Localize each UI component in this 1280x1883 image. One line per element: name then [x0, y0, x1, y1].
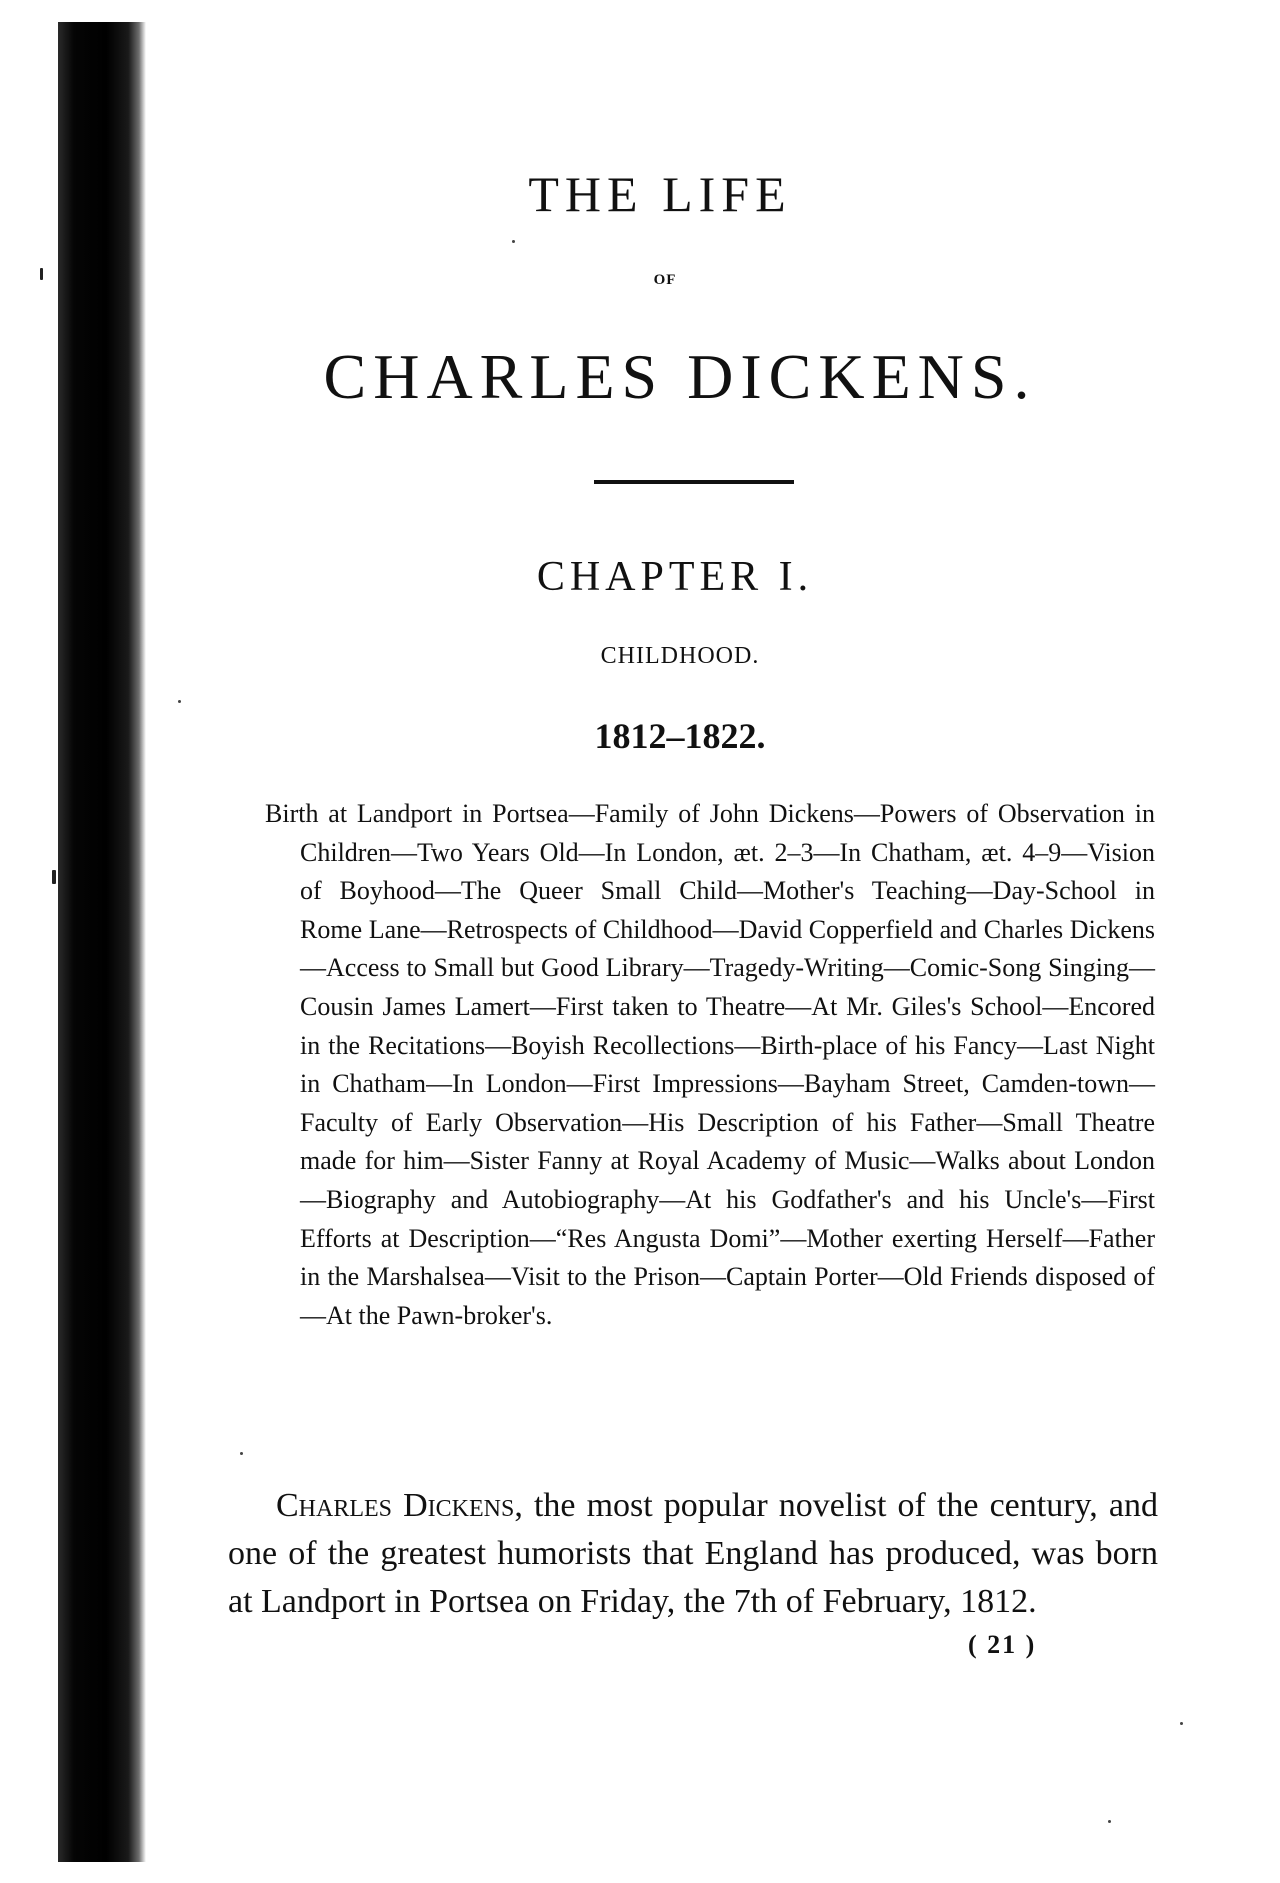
chapter-subtitle: CHILDHOOD.	[600, 643, 760, 669]
book-title-of: OF	[653, 272, 677, 288]
chapter-synopsis: Birth at Landport in Portsea—Family of John Dickens—Powers of Observation in Children—Two Years Old—In London, æt. 2–3—In Chatham, æt. 4–9—Vision of Boyhood—The Queer Small Child—Mother's Teaching—Day-School in Rome Lane—Retrospects of Childhood—David Copperfield and Charles Dickens—Access to Small but Good Library—Tragedy-Writing—Comic-Song Singing—Cousin James Lamert—First taken to Theatre—At Mr. Giles's School—Encored in the Recitations—Boyish Recollections—Birth-place of his Fancy—Last Night in Chatham—In London—First Impressions—Bayham Street, Camden-town—Faculty of Early Observation—His Description of his Father—Small Theatre made for him—Sister Fanny at Royal Academy of Music—Walks about London—Biography and Autobiography—At his Godfather's and his Uncle's—First Efforts at Description—“Res Angusta Domi”—Mother exerting Herself—Father in the Marshalsea—Visit to the Prison—Captain Porter—Old Friends disposed of—At the Pawn-broker's.	[265, 799, 1155, 1330]
binding-speck	[52, 870, 56, 884]
title-divider-rule	[594, 480, 794, 484]
body-text: the most popular novelist of the century, and one of the greatest humorists that England has produced, was born at Landport in Portsea on Friday, the 7th of February, 1812.	[228, 1487, 1158, 1620]
body-lead-name: Charles Dickens,	[276, 1487, 523, 1524]
scan-speck	[1180, 1722, 1183, 1725]
book-title-line-2: CHARLES DICKENS.	[323, 341, 1037, 412]
scan-speck	[240, 1452, 243, 1455]
page-number: ( 21 )	[968, 1630, 1037, 1659]
scan-speck	[512, 240, 515, 243]
scan-speck	[178, 700, 181, 703]
book-title-line-1: THE LIFE	[528, 166, 792, 222]
body-paragraph	[228, 1482, 1158, 1626]
chapter-heading: CHAPTER I.	[536, 554, 814, 600]
book-binding-edge	[58, 22, 146, 1862]
chapter-years: 1812–1822.	[594, 716, 766, 756]
scan-speck	[1108, 1820, 1111, 1823]
